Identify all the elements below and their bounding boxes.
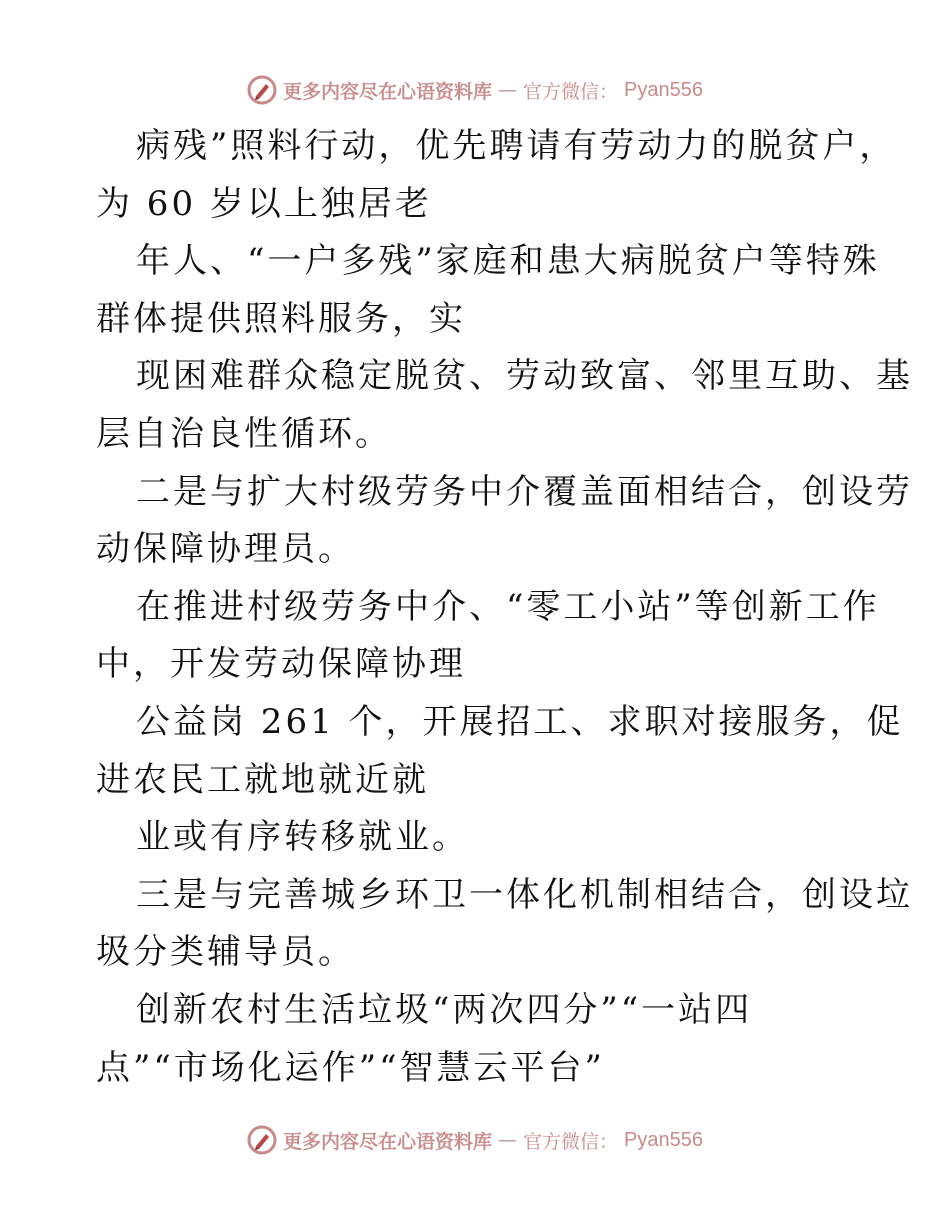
body-text-line: 点”“市场化运作”“智慧云平台” bbox=[96, 1047, 605, 1088]
watermark-wechat-id: Pyan556 bbox=[624, 78, 703, 101]
body-text-line: 群体提供照料服务，实 bbox=[96, 298, 466, 339]
pen-logo-icon bbox=[247, 75, 277, 105]
footer-watermark bbox=[0, 1120, 950, 1160]
body-text-line: 二是与扩大村级劳务中介覆盖面相结合，创设劳 bbox=[136, 471, 913, 512]
body-text-line: 中，开发劳动保障协理 bbox=[96, 644, 466, 685]
header-watermark bbox=[0, 70, 950, 110]
body-text-line: 创新农村生活垃圾“两次四分”“一站四 bbox=[136, 989, 753, 1030]
body-text-line: 动保障协理员。 bbox=[96, 529, 355, 570]
body-text-line: 为 60 岁以上独居老 bbox=[96, 183, 432, 224]
watermark-separator: — bbox=[498, 1129, 518, 1151]
watermark-official-label: 官方微信： bbox=[523, 80, 619, 103]
watermark-wechat-id: Pyan556 bbox=[624, 1128, 703, 1151]
watermark-brand: 更多内容尽在心语资料库 bbox=[283, 80, 493, 103]
watermark-separator: — bbox=[498, 79, 518, 101]
body-text-line: 圾分类辅导员。 bbox=[96, 932, 355, 973]
body-text-line: 年人、“一户多残”家庭和患大病脱贫户等特殊 bbox=[136, 241, 880, 282]
body-text-line: 进农民工就地就近就 bbox=[96, 759, 429, 800]
watermark-official-label: 官方微信： bbox=[523, 1130, 619, 1153]
body-text-line: 现困难群众稳定脱贫、劳动致富、邻里互助、基 bbox=[136, 356, 913, 397]
body-text-line: 病残”照料行动，优先聘请有劳动力的脱贫户， bbox=[136, 126, 897, 166]
document-body bbox=[96, 118, 913, 1097]
body-text-line: 三是与完善城乡环卫一体化机制相结合，创设垃 bbox=[136, 874, 913, 915]
body-text-line: 业或有序转移就业。 bbox=[136, 817, 469, 858]
body-text-line: 层自治良性循环。 bbox=[96, 413, 392, 454]
body-text-line: 公益岗 261 个，开展招工、求职对接服务，促 bbox=[136, 701, 904, 742]
watermark-brand: 更多内容尽在心语资料库 bbox=[283, 1130, 493, 1153]
body-text-line: 在推进村级劳务中介、“零工小站”等创新工作 bbox=[136, 586, 880, 627]
pen-logo-icon bbox=[247, 1125, 277, 1155]
